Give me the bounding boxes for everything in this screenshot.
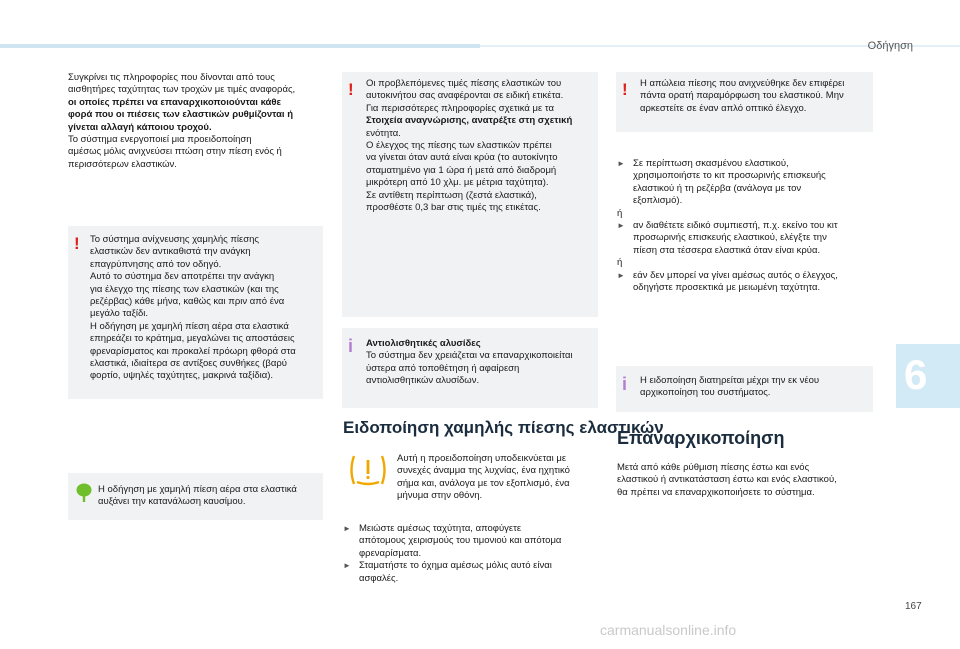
text-line: ελαστικού ή αντικατάσταση έστω και ενός ελαστικού, <box>617 474 837 486</box>
text-line: ρεζέρβας) κάθε μήνα, καθώς και πριν από ένα <box>90 296 285 308</box>
text-line: οδηγήστε προσεκτικά με μειωμένη ταχύτητα. <box>633 282 821 294</box>
text-line: ελαστικού ή τη ρεζέρβα (ανάλογα με τον <box>633 182 802 194</box>
text-line: μήνυμα στην οθόνη. <box>397 490 483 502</box>
text-line: να γίνεται όταν αυτά είναι κρύα (το αυτοκίνητο <box>366 152 558 164</box>
text-line: Στοιχεία αναγνώρισης, ανατρέξτε στη σχετική <box>366 115 573 127</box>
text-line: αισθητήρες ταχύτητας των τροχών με τιμές αναφοράς, <box>68 84 296 96</box>
list-item <box>617 270 873 295</box>
text-line: Η οδήγηση με χαμηλή πίεση αέρα στα ελαστικά <box>90 320 289 332</box>
heading-reinitialisation: Επαναρχικοποίηση <box>617 428 785 448</box>
text-line: αρκεστείτε σε έναν απλό οπτικό έλεγχο. <box>640 102 807 114</box>
text-line: αμέσως μόλις ανιχνεύσει πτώση στην πίεση ενός ή <box>68 146 282 158</box>
text-line: φρεναρίσματα. <box>359 547 422 559</box>
text-line: προσθέστε 0,3 bar στις τιμές της ετικέτας. <box>366 202 541 214</box>
text-line: απότομους χειρισμούς του τιμονιού και απότομα <box>359 535 562 547</box>
list-item <box>343 523 599 560</box>
text-line: Η ειδοποίηση διατηρείται μέχρι την εκ νέου <box>640 375 820 386</box>
arrow-icon: ► <box>617 270 625 280</box>
list-item <box>343 560 599 585</box>
snow-chains-box <box>342 328 598 408</box>
alert-description <box>397 453 597 503</box>
text-line: Μετά από κάθε ρύθμιση πίεσης έστω και ενός <box>617 462 810 473</box>
text-line: πίεση στα τέσσερα ελαστικά όταν είναι κρύα. <box>633 244 821 256</box>
section-title: Οδήγηση <box>867 40 913 52</box>
text-line: οι οποίες πρέπει να επαναρχικοποιούνται κάθε <box>68 96 282 108</box>
text-line: μικρότερη από 10 χλμ. με μέτρια ταχύτητα). <box>366 177 549 189</box>
text-line: αντιολισθητικών αλυσίδων. <box>366 375 480 387</box>
instructions-list <box>617 158 873 294</box>
tyre-pressure-warning-icon <box>348 453 388 487</box>
text-line: Συγκρίνει τις πληροφορίες που δίνονται από τους <box>68 72 275 83</box>
text-line: αυξάνει την κατανάλωση καυσίμου. <box>98 496 246 508</box>
text-line: ελαστικών δεν αντικαθιστά την ανάγκη <box>90 246 251 258</box>
text-line: εξοπλισμό). <box>633 195 683 207</box>
text-line: Το σύστημα ανίχνευσης χαμηλής πίεσης <box>90 234 259 245</box>
text-line: ασφαλές. <box>359 572 399 584</box>
text-line: φρεναρίσματος και προκαλεί πρόωρη φθορά στα <box>90 345 296 357</box>
text-line: Οι προβλεπόμενες τιμές πίεσης ελαστικών του <box>366 78 562 89</box>
text-line: αν διαθέτετε ειδικό συμπιεστή, π.χ. εκείνο του κιτ <box>633 220 838 232</box>
action-list <box>343 523 599 585</box>
warning-box-deformation <box>616 72 873 132</box>
text-line: ύστερα από τοποθέτηση ή αφαίρεση <box>366 362 520 374</box>
intro-text <box>68 72 323 171</box>
text-line: Ο έλεγχος της πίεσης των ελαστικών πρέπει <box>366 140 552 152</box>
text-line: Για περισσότερες πληροφορίες σχετικά με τα <box>366 102 554 114</box>
text-line: μεγάλο ταξίδι. <box>90 308 148 320</box>
info-icon: i <box>348 336 354 356</box>
text-line: συνεχές άναμμα της λυχνίας, ένα ηχητικό <box>397 465 570 477</box>
text-line: Το σύστημα δεν χρειάζεται να επαναρχικοποιείται <box>366 350 573 362</box>
text-line: επαγρύπνησης από τον οδηγό. <box>90 258 222 270</box>
text-line: χρησιμοποιήστε το κιτ προσωρινής επισκευής <box>633 170 826 182</box>
page-number: 167 <box>905 601 922 612</box>
warning-box-pressure <box>342 72 598 317</box>
eco-tree-icon <box>76 483 92 503</box>
text-line: Σταματήστε το όχημα αμέσως μόλις αυτό είναι <box>359 560 552 572</box>
warning-box-tpms <box>68 226 323 399</box>
text-line: Αυτή η προειδοποίηση υποδεικνύεται με <box>397 453 567 464</box>
chapter-number: 6 <box>904 351 928 398</box>
text-line: για έλεγχο της πίεσης των ελαστικών (και της <box>90 283 279 295</box>
warning-icon: ! <box>348 80 354 99</box>
arrow-icon: ► <box>617 221 625 231</box>
warning-icon: ! <box>74 234 80 253</box>
text-line: εάν δεν μπορεί να γίνει αμέσως αυτός ο έλεγχος, <box>633 269 838 281</box>
arrow-icon: ► <box>617 159 625 168</box>
or-separator: ή <box>617 257 623 269</box>
text-line: επηρεάζει το κράτημα, μεγαλώνει τις αποστάσεις <box>90 333 295 345</box>
text-line: θα πρέπει να επαναρχικοποιήσετε το σύστημα. <box>617 486 815 498</box>
text-line: σταματημένο για 1 ώρα ή μετά από διαδρομή <box>366 164 557 176</box>
text-line: προσωρινής επισκευής ελαστικού, ελέγξτε την <box>633 232 827 244</box>
text-line: Σε αντίθετη περίπτωση (ζεστά ελαστικά), <box>366 189 537 201</box>
header-bar <box>0 44 480 48</box>
text-line: ενότητα. <box>366 127 401 139</box>
text-line: Αυτό το σύστημα δεν αποτρέπει την ανάγκη <box>90 271 275 283</box>
watermark: carmanualsonline.info <box>600 622 737 638</box>
list-item <box>617 220 873 257</box>
text-line: Η οδήγηση με χαμηλή πίεση αέρα στα ελαστικά <box>98 484 297 495</box>
snow-chains-title: Αντιολισθητικές αλυσίδες <box>366 338 481 349</box>
reinit-text <box>617 462 877 499</box>
arrow-icon: ► <box>343 524 351 533</box>
info-box-reinit <box>616 366 873 412</box>
arrow-icon: ► <box>343 561 351 571</box>
text-line: φορτίο, υψηλές ταχύτητες, μακρινά ταξίδια). <box>90 370 274 382</box>
or-separator: ή <box>617 207 623 219</box>
list-item <box>617 158 873 208</box>
text-line: Το σύστημα ενεργοποιεί μια προειδοποίηση <box>68 134 252 146</box>
heading-low-pressure-alert: Ειδοποίηση χαμηλής πίεσης ελαστικών <box>343 418 664 437</box>
text-line: γίνεται αλλαγή κάποιου τροχού. <box>68 121 212 133</box>
text-line: ελαστικά, ιδιαίτερα σε αντίξοες συνθήκες (βαρύ <box>90 358 287 370</box>
text-line: φορά που οι πιέσεις των ελαστικών ρυθμίζονται ή <box>68 109 294 121</box>
text-line: Μειώστε αμέσως ταχύτητα, αποφύγετε <box>359 523 522 534</box>
warning-icon: ! <box>622 80 628 99</box>
text-line: Σε περίπτωση σκασμένου ελαστικού, <box>633 158 789 169</box>
info-icon: i <box>622 374 628 394</box>
text-line: σήμα και, ανάλογα με τον εξοπλισμό, ένα <box>397 477 570 489</box>
text-line: πάντα ορατή παραμόρφωση του ελαστικού. Μην <box>640 90 844 102</box>
text-line: περισσότερων ελαστικών. <box>68 158 177 170</box>
text-line: αυτοκινήτου σας αναφέρονται σε ειδική ετικέτα. <box>366 90 564 102</box>
text-line: Η απώλεια πίεσης που ανιχνεύθηκε δεν επιφέρει <box>640 78 845 89</box>
text-line: αρχικοποίηση του συστήματος. <box>640 387 771 399</box>
eco-box <box>68 473 323 520</box>
